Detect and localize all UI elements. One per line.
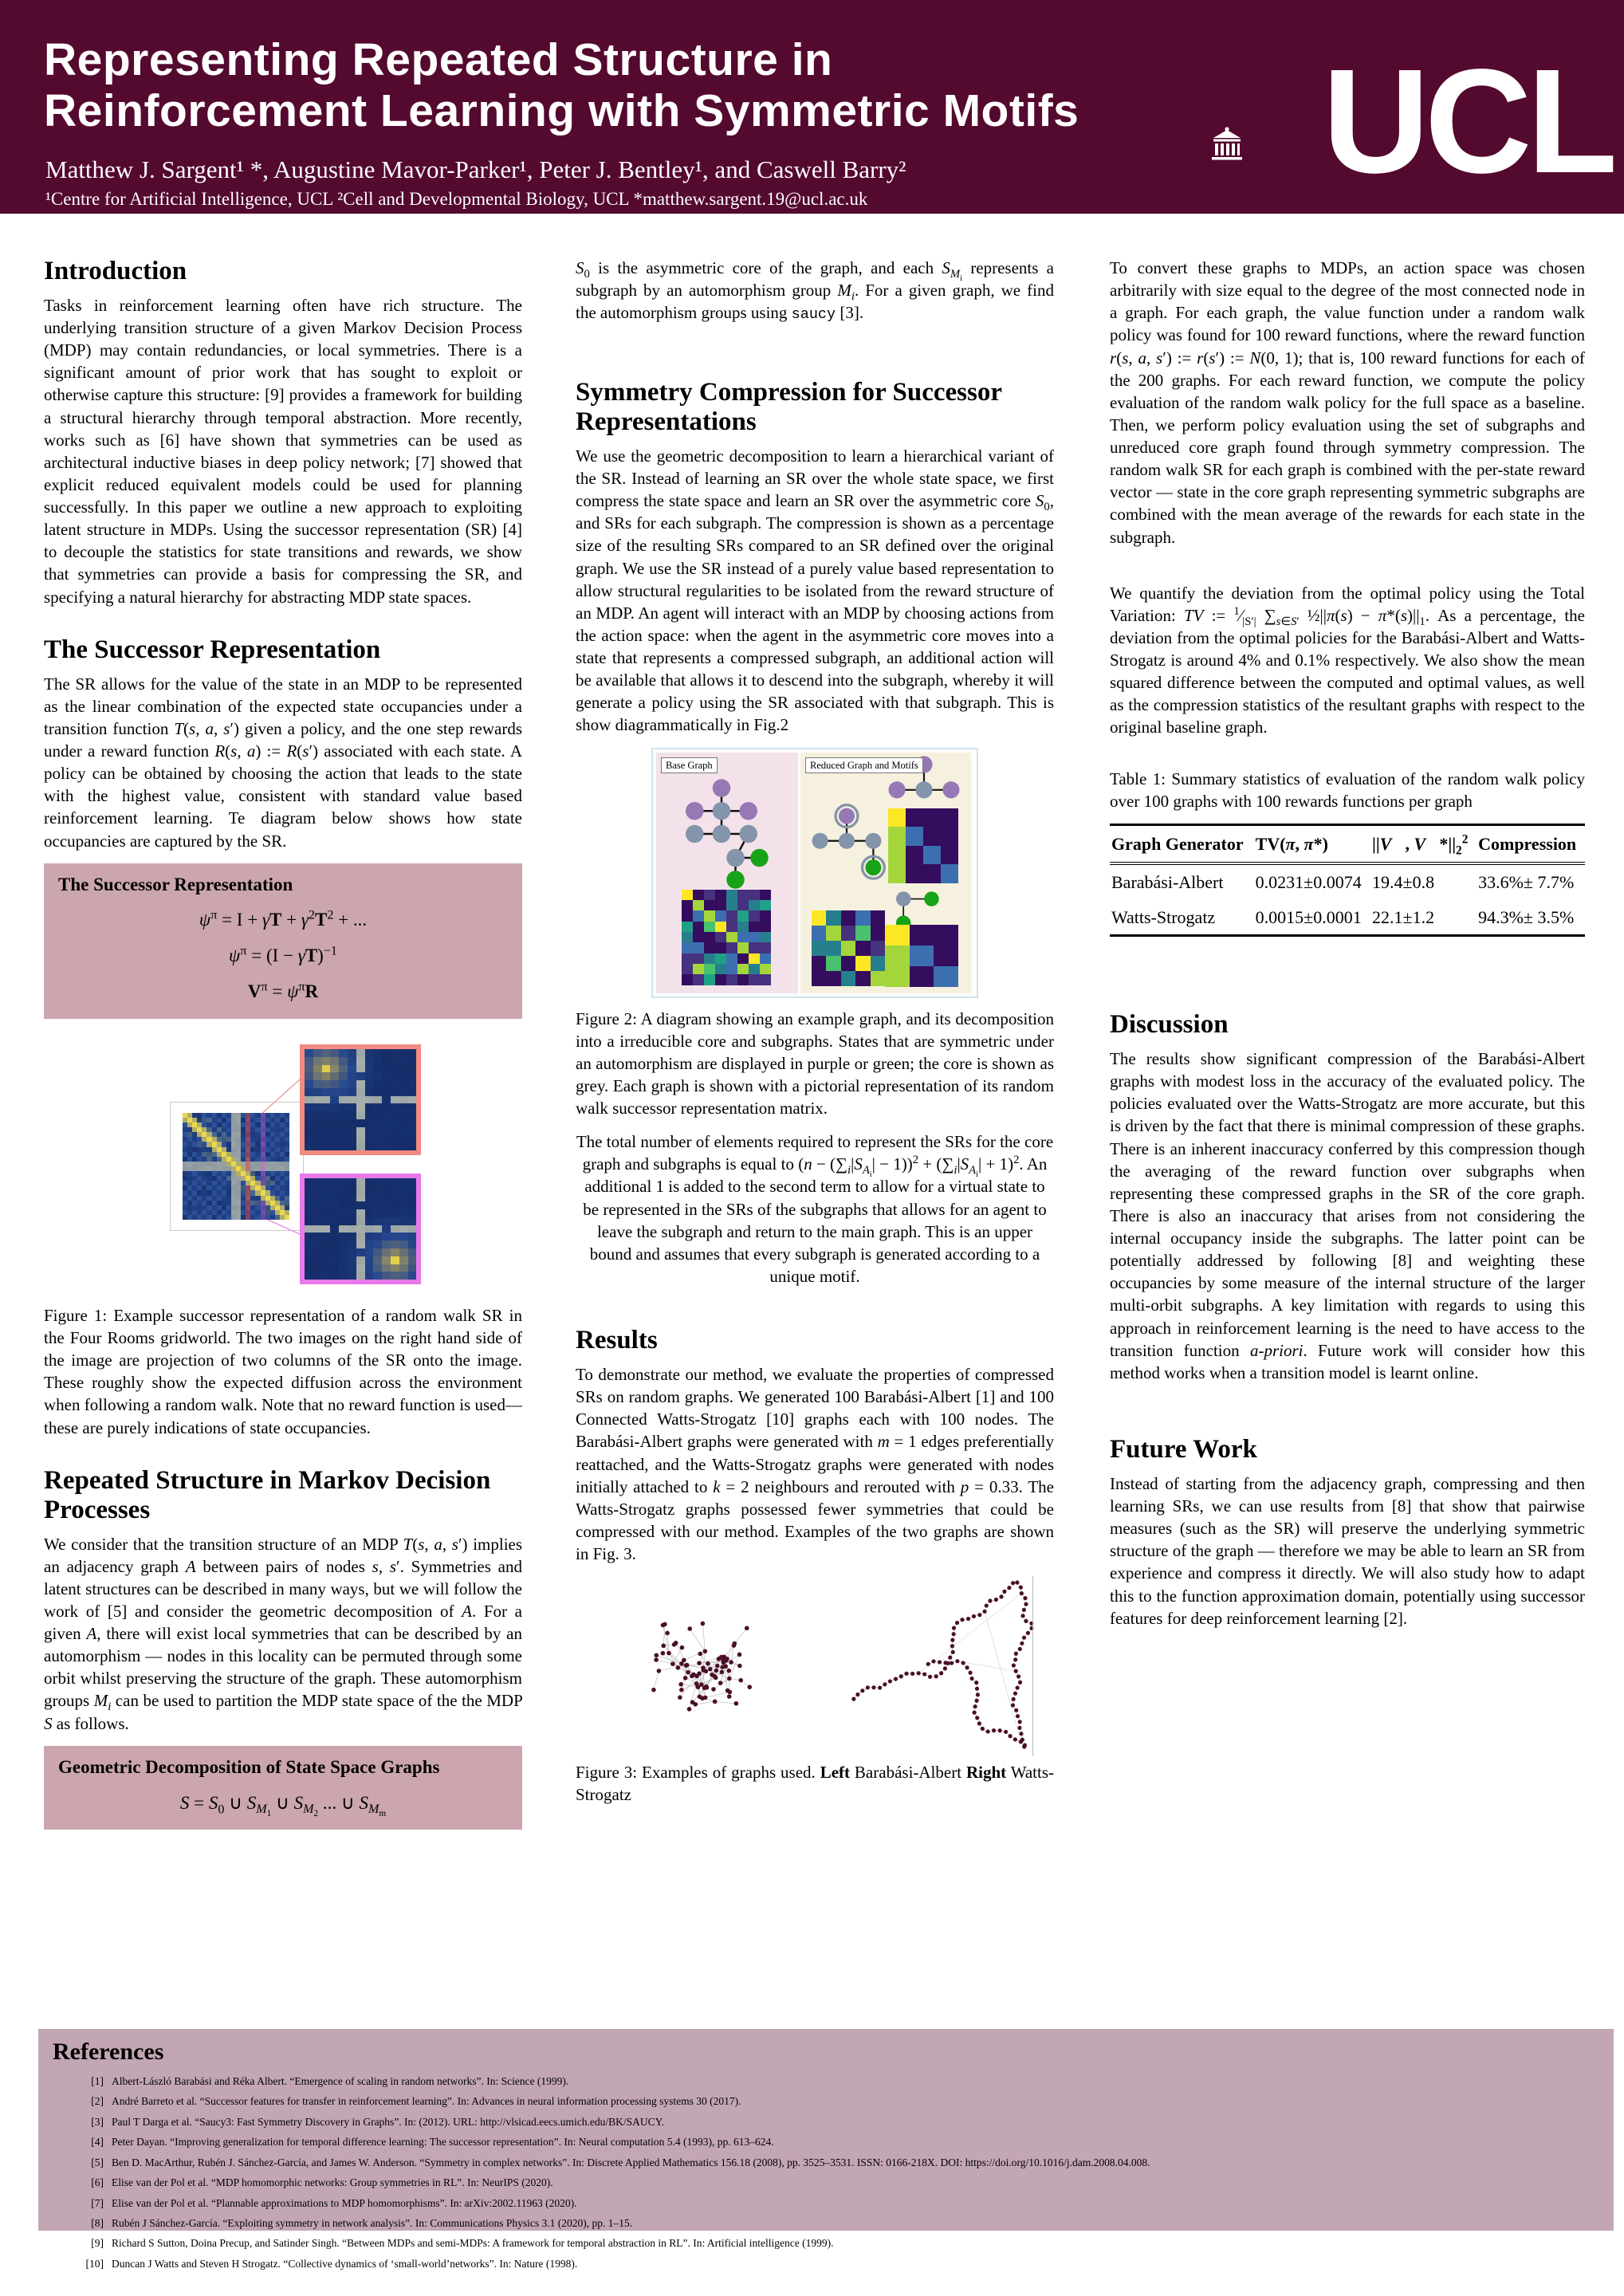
motif2-sr-heatmap [885, 925, 958, 987]
figure2-reduced-panel [800, 753, 971, 993]
reference-text: Paul T Darga et al. “Saucy3: Fast Symmetry Discovery in Graphs”. In: (2012). URL: http://vlsicad.eecs.umich.edu/BK/SAUCY. [112, 2115, 665, 2128]
figure2-base-graph-panel [656, 753, 798, 993]
reference-item [77, 2114, 1598, 2131]
barabasi-albert-graph-image [592, 1576, 808, 1753]
figure2-left-label: Base Graph [661, 757, 718, 774]
decomposition-continued-paragraph: $S_0$ is the asymmetric core of the graph, and each $S_{M_i}$ represents a subgraph by an automorphism group $M_i$. For a given graph, we find the automorphism groups using saucy [3]. [576, 258, 1054, 324]
reference-number: [2] [91, 2095, 104, 2108]
reference-text: Elise van der Pol et al. “Plannable approximations to MDP homomorphisms”. In: arXiv:2002.11963 (2020). [112, 2196, 577, 2209]
element-count-formula-block: The total number of elements required to represent the SRs for the core graph and subgraphs is equal to $(n - (\sum_i|S_{A_i}| - 1))^2 + (\sum_i|S_{A_i}| + 1)^2$. An additional 1 is added to the second term to allow for a virtual state to be represented in the SRs of the subgraphs that allows for an agent to leave the subgraph and return to the main graph. This is an upper bound and assumes that every subgraph is generated according to a unique motif. [576, 1132, 1054, 1286]
symmetry-compression-paragraph: We use the geometric decomposition to learn a hierarchical variant of the SR. Instead of learning an SR over the whole state space, we first compress the state space and learn an SR over the asymmetric core $S_0$, and SRs for each subgraph. The compression is shown as a percentage size of the resulting SRs compared to an SR defined over the original graph. We use the SR instead of a purely value based representation to allow structural regularities to be isolated from the reward structure of an MDP. An agent will interact with an MDP by choosing actions from the action space: when the agent in the asymmetric core moves into a state that represents a compressed subgraph, an additional action will be available that allows it to descend into the subgraph, whereby it will generate a policy using the SR associated with that subgraph. This is show diagrammatically in Fig.2 [576, 446, 1054, 735]
reference-item [77, 2215, 1598, 2232]
cell-msd: 19.4±0.8 [1372, 872, 1435, 893]
reference-item [77, 2256, 1598, 2273]
repeated-structure-paragraph: We consider that the transition structure of an MDP T(s, a, s′) implies an adjacency graph A between pairs of nodes s, s′. Symmetries and latent structures can be described in many ways, but we will follow the work of [5] and consider the geometric decomposition of A. For a given A, there will exist local symmetries that can be described by an automorphism — nodes in this locality can be permuted through some orbit whilst preserving the structure of the graph. These automorphism groups $M_i$ can be used to partition the MDP state space of the the MDP S as follows. [44, 1534, 522, 1733]
reference-text: André Barreto et al. “Successor features for transfer in reinforcement learning”. In: Advances in neural information processing systems 30 (2017). [112, 2095, 741, 2108]
header-banner [0, 0, 1624, 214]
motif1-sr-heatmap [888, 808, 958, 883]
table-header-generator: Graph Generator [1110, 824, 1254, 863]
reference-text: Rubén J Sánchez-García. “Exploiting symmetry in network analysis”. In: Communications Physics 3.1 (2020), pp. 1–15. [112, 2216, 633, 2229]
reduced-graph-sr-heatmap [812, 910, 885, 987]
references-section [38, 2029, 1614, 2270]
reference-item [77, 2155, 1598, 2172]
figure2-caption: Figure 2: A diagram showing an example graph, and its decomposition into a irreducible core and subgraphs. States that are symmetric under an automorphism are displayed in purple or green; the core is shown as grey. Each graph is shown with a pictorial representation of its random walk successor representation matrix. [576, 1008, 1054, 1119]
reference-text: Richard S Sutton, Doina Precup, and Satinder Singh. “Between MDPs and semi-MDPs: A framework for temporal abstraction in RL”. In: Artificial intelligence (1999). [112, 2237, 834, 2250]
column-middle [576, 236, 1054, 1817]
cell-generator: Watts-Strogatz [1111, 906, 1216, 927]
sr-matrix-image [183, 1113, 289, 1220]
reference-number: [1] [91, 2075, 104, 2087]
table1-caption: Table 1: Summary statistics of evaluation of the random walk policy over 100 graphs with 100 rewards functions per graph [1110, 769, 1585, 811]
figure2-right-label: Reduced Graph and Motifs [805, 757, 923, 774]
reference-text: Duncan J Watts and Steven H Strogatz. “Collective dynamics of ‘small-world’networks”. In: Nature (1998). [112, 2257, 578, 2270]
figure1-caption: Figure 1: Example successor representation of a random walk SR in the Four Rooms gridworld. The two images on the right hand side of the image are projection of two columns of the SR onto the image. These roughly show the expected diffusion across the environment when following a random walk. Note that no reward function is used—these are purely indications of state occupancies. [44, 1305, 522, 1437]
results-table [1110, 824, 1585, 937]
future-work-paragraph: Instead of starting from the adjacency graph, compressing and then learning SRs, we can use results from [8] that show that pairwise measures (such as the SR) will preserve the underlying symmetric structure of the graph — therefore we may be able to learn an SR from experience and compress it directly. We will also study how to adapt this to the function approximation domain, potentially using successor features for deep reinforcement learning [2]. [1110, 1473, 1585, 1628]
geo-box-title: Geometric Decomposition of State Space Graphs [58, 1756, 440, 1777]
cell-compression: 94.3%± 3.5% [1478, 906, 1575, 927]
reference-item [77, 2235, 1598, 2252]
table-header-row [1110, 824, 1585, 863]
figure3-caption: Figure 3: Examples of graphs used. Left Barabási-Albert Right Watts-Strogatz [576, 1763, 1054, 1805]
mdp-conversion-paragraph: To convert these graphs to MDPs, an action space was chosen arbitrarily with size equal to the degree of the most connected node in a graph. For each graph, the value function under a random walk policy was found for 100 reward functions, where the reward function r(s, a, s′) := r(s′) := N(0, 1); that is, 100 reward functions for each of the 200 graphs. For each reward function, we compute the policy evaluation of the random walk policy for the full space as a baseline. Then, we perform policy evaluation using the set of subgraphs and unreduced core graph found through symmetry compression. The random walk SR for each graph is combined with the per-state reward vector — state in the core graph representing symmetric subgraphs are combined with the mean average of the rewards for each state in the subgraph. [1110, 258, 1585, 547]
reference-number: [6] [91, 2176, 104, 2189]
reference-item [77, 2094, 1598, 2110]
cell-tv: 0.0231±0.0074 [1255, 872, 1362, 893]
results-paragraph: To demonstrate our method, we evaluate the properties of compressed SRs on random graphs. We generated 100 Barabási-Albert [1] and 100 Connected Watts-Strogatz [10] graphs each with 100 nodes. The Barabási-Albert graphs were generated with m = 1 edges preferentially reattached, and the Watts-Strogatz graphs were generated with nodes initially attached to k = 2 neighbours and rerouted with p = 0.33. The Watts-Strogatz graphs possessed fewer symmetries that could be compressed with our method. Examples of the two graphs are shown in Fig. 3. [576, 1365, 1054, 1563]
cell-tv: 0.0015±0.0001 [1255, 906, 1362, 927]
poster-title-line2: Reinforcement Learning with Symmetric Motifs [44, 85, 1079, 136]
reference-number: [7] [91, 2196, 104, 2209]
figure1-graphic [44, 1033, 522, 1298]
ucl-portico-icon [1211, 126, 1243, 163]
reference-text: Albert-László Barabási and Réka Albert. “Emergence of scaling in random networks”. In: Science (1999). [112, 2075, 569, 2087]
poster-title-line1: Representing Repeated Structure in [44, 34, 833, 85]
total-variation-paragraph: We quantify the deviation from the optimal policy using the Total Variation: TV := $^1⁄_{|S'|}$ $\sum_{s\in S'}$ ½||π(s) − $\pi*(s)||_1$. As a percentage, the deviation from the optimal policies for the Barabási-Albert and Watts-Strogatz is around 4% and 0.1% respectively. We also show the mean squared difference between the computed and optimal values, as well as the compression statistics of the resultant graphs with respect to the original baseline graph. [1110, 583, 1585, 737]
table-header-msd: ||V⃗, $V⃗*||_2^2$ [1370, 824, 1477, 863]
ucl-logo: UCL [1322, 39, 1613, 204]
four-rooms-projection-red [300, 1044, 421, 1155]
poster-title [44, 35, 1079, 137]
heading-successor-representation: The Successor Representation [44, 635, 381, 664]
reference-list [53, 2074, 1598, 2273]
watts-strogatz-graph-image [821, 1576, 1038, 1753]
sr-equation-2: $\psi^\pi = (I - \gamma T)^{-1}$ [229, 944, 337, 966]
reference-number: [4] [91, 2136, 104, 2149]
successor-representation-box [44, 863, 522, 1019]
heading-future-work: Future Work [1110, 1434, 1257, 1464]
reference-item [77, 2175, 1598, 2192]
figure3-graphic [576, 1576, 1054, 1753]
cell-compression: 33.6%± 7.7% [1478, 872, 1575, 893]
intro-paragraph: Tasks in reinforcement learning often have rich structure. The underlying transition structure of a given Markov Decision Process (MDP) may contain redundancies, or local symmetries. There is a significant amount of prior work that has sought to exploit or otherwise capture this structure: [9] provides a framework for building a structural hierarchy through temporal abstraction. More recently, works such as [6] have shown that symmetries can be used as architectural inductive biases in deep policy network; [7] showed that explicit reduced equivalent models could be used for planning successfully. In this paper we outline a new approach to exploiting latent structure in MDPs. Using the successor representation (SR) [4] to decouple the statistics for state transitions and rewards, we show that symmetries can provide a basis for compressing the SR, and specifying a natural hierarchy for abstracting MDP state spaces. [44, 295, 522, 607]
reference-item [77, 2134, 1598, 2151]
reference-number: [9] [91, 2237, 104, 2250]
base-graph-diagram [666, 778, 785, 890]
cell-generator: Barabási-Albert [1111, 872, 1224, 893]
sr-equation-1: $\psi^\pi = I + \gamma T + \gamma^2T^2$ + ... [199, 908, 368, 930]
table-row [1110, 900, 1585, 936]
heading-repeated-structure: Repeated Structure in Markov Decision Processes [44, 1465, 491, 1524]
sr-box-title: The Successor Representation [58, 874, 293, 894]
geo-box-equation: $S = S_0$ ∪ $S_{M_1}$ ∪ $S_{M_2}$ ... ∪ $S_{M_m}$ [179, 1792, 387, 1819]
column-left [44, 236, 522, 1844]
heading-references: References [53, 2038, 164, 2065]
figure2-graphic [651, 748, 978, 998]
heading-introduction: Introduction [44, 257, 187, 285]
cell-msd: 22.1±1.2 [1372, 906, 1435, 927]
author-list: Matthew J. Sargent¹ *, Augustine Mavor-Parker¹, Peter J. Bentley¹, and Caswell Barry² [45, 155, 906, 183]
geometric-decomposition-box [44, 1746, 522, 1830]
table-row [1110, 863, 1585, 899]
column-right [1110, 236, 1585, 1641]
reference-item [77, 2196, 1598, 2212]
heading-symmetry-compression: Symmetry Compression for Successor Representations [576, 378, 1002, 436]
sr-paragraph: The SR allows for the value of the state in an MDP to be represented as the linear combination of the expected state occupancies under a transition function T(s, a, s′) given a policy, and the one step rewards under a reward function R(s, a) := R(s′) associated with each state. A policy can be obtained by choosing the action that leads to the state with the highest value, consistent with standard value based reinforcement learning. Te diagram below shows how state occupancies are captured by the SR. [44, 674, 522, 851]
reference-number: [3] [91, 2115, 104, 2128]
heading-discussion: Discussion [1110, 1010, 1229, 1040]
sr-equation-3: $V^\pi = \psi^\pi R$ [247, 980, 319, 1002]
reference-number: [8] [91, 2216, 104, 2229]
reference-text: Elise van der Pol et al. “MDP homomorphic networks: Group symmetries in RL”. In: NeurIPS (2020). [112, 2176, 553, 2189]
reference-text: Peter Dayan. “Improving generalization for temporal difference learning: The successor representation”. In: Neural computation 5.4 (1993), pp. 613–624. [112, 2136, 774, 2149]
heading-results: Results [576, 1326, 658, 1355]
table-header-compression: Compression [1477, 824, 1585, 863]
reference-number: [5] [91, 2156, 104, 2168]
table-header-tv: TV(π, π*) [1254, 824, 1370, 863]
reference-number: [10] [85, 2257, 104, 2270]
base-graph-sr-heatmap [682, 890, 771, 985]
four-rooms-projection-magenta [300, 1174, 421, 1284]
discussion-paragraph: The results show significant compression of the Barabási-Albert graphs with modest loss in the accuracy of the evaluated policy. The policies evaluated over the Watts-Strogatz are more accurate, but this is driven by the fact that there is minimal compression of these graphs. There is an inherent inaccuracy conferred by this compression though the averaging of the reward function over subgraphs when representing these compressed graphs in the SR of the core graph. There is also an inaccuracy that arises from not considering the internal occupancy inside the subgraphs. The latter point can be potentially addressed by following [8] and weighting these occupancies by some measure of the internal structure of the larger multi-orbit subgraphs. A key limitation with regards to using this approach in reinforcement learning is the need to have access to the transition function a-priori. Future work will consider how this method works when a transition model is learnt online. [1110, 1049, 1585, 1382]
figure3-divider-line [1032, 1576, 1033, 1756]
affiliations: ¹Centre for Artificial Intelligence, UCL ²Cell and Developmental Biology, UCL *matthew.sargent.19@ucl.ac.uk [45, 189, 868, 209]
reference-item [77, 2074, 1598, 2090]
reduced-graph-diagram [802, 804, 891, 882]
reference-text: Ben D. MacArthur, Rubén J. Sánchez-García, and James W. Anderson. “Symmetry in complex networks”. In: Discrete Applied Mathematics 156.18 (2008), pp. 3525–3531. ISSN: 0166-218X. DOI: https://doi.org/10.1016/j.dam.2008.04.008. [112, 2156, 1150, 2168]
